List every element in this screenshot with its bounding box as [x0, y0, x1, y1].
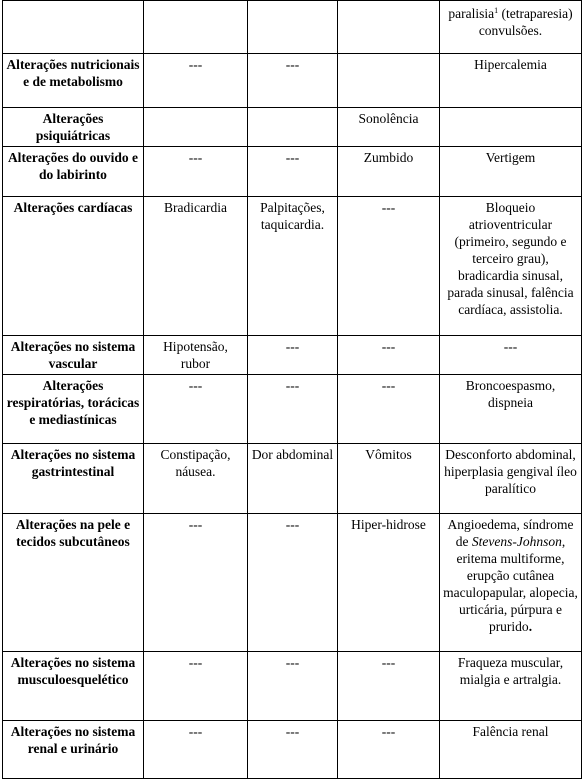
cell-col1: ---	[144, 652, 248, 721]
cell-col3: ---	[338, 375, 440, 444]
cell-col1: ---	[144, 514, 248, 652]
category-cell: Alterações psiquiátricas	[3, 108, 144, 147]
footnote-marker: 1	[494, 6, 499, 15]
category-cell: Alterações no sistema musculoesquelético	[3, 652, 144, 721]
category-cell: Alterações no sistema vascular	[3, 336, 144, 375]
cell-col4	[440, 1, 582, 54]
cell-col2: Palpitações, taquicardia.	[248, 197, 338, 336]
cell-col3: ---	[338, 721, 440, 779]
cell-col4: Vertigem	[440, 147, 582, 197]
cell-col3	[338, 1, 440, 54]
table-row	[3, 652, 582, 721]
cell-col4	[440, 514, 582, 652]
cell-col3: Zumbido	[338, 147, 440, 197]
cell-col3: ---	[338, 197, 440, 336]
category-cell: Alterações do ouvido e do labirinto	[3, 147, 144, 197]
cell-col3: ---	[338, 336, 440, 375]
cell-col3: Vômitos	[338, 444, 440, 514]
table-row	[3, 444, 582, 514]
cell-col1: ---	[144, 375, 248, 444]
cell-col2: ---	[248, 652, 338, 721]
cell-text-italic: Stevens-Johnson	[471, 534, 562, 549]
adverse-reactions-table	[2, 0, 582, 779]
category-cell: Alterações nutricionais e de metabolismo	[3, 54, 144, 108]
table-row	[3, 514, 582, 652]
cell-col1	[144, 1, 248, 54]
cell-col4	[440, 108, 582, 147]
cell-col4: Falência renal	[440, 721, 582, 779]
cell-col2: ---	[248, 336, 338, 375]
table-row	[3, 147, 582, 197]
cell-col2	[248, 1, 338, 54]
cell-col2: ---	[248, 54, 338, 108]
cell-col1: Hipotensão, rubor	[144, 336, 248, 375]
cell-col2: Dor abdominal	[248, 444, 338, 514]
cell-col4: Hipercalemia	[440, 54, 582, 108]
cell-col1	[144, 108, 248, 147]
cell-col4: Desconforto abdominal, hiperplasia gengival íleo paralítico	[440, 444, 582, 514]
cell-col2: ---	[248, 147, 338, 197]
cell-text: Angioedema, síndrome de	[447, 517, 574, 549]
cell-col4: Bloqueio atrioventricular (primeiro, segundo e terceiro grau), bradicardia sinusal, parada sinusal, falência cardíaca, assistolia.	[440, 197, 582, 336]
cell-col1: ---	[144, 54, 248, 108]
category-cell: Alterações no sistema gastrintestinal	[3, 444, 144, 514]
table-row	[3, 197, 582, 336]
cell-col1: ---	[144, 721, 248, 779]
cell-col1: ---	[144, 147, 248, 197]
cell-col3: Sonolência	[338, 108, 440, 147]
table-row	[3, 54, 582, 108]
cell-col1: Bradicardia	[144, 197, 248, 336]
cell-col2	[248, 108, 338, 147]
cell-col1: Constipação, náusea.	[144, 444, 248, 514]
cell-col4: ---	[440, 336, 582, 375]
cell-col2: ---	[248, 375, 338, 444]
cell-text: (tetraparesia) convulsões.	[478, 6, 573, 38]
cell-text: .	[528, 619, 533, 634]
category-cell: Alterações no sistema renal e urinário	[3, 721, 144, 779]
cell-col2: ---	[248, 514, 338, 652]
category-cell	[3, 1, 144, 54]
cell-col3: Hiper-hidrose	[338, 514, 440, 652]
table-row	[3, 721, 582, 779]
table-row	[3, 375, 582, 444]
cell-col4: Fraqueza muscular, mialgia e artralgia.	[440, 652, 582, 721]
category-cell: Alterações na pele e tecidos subcutâneos	[3, 514, 144, 652]
table-row	[3, 108, 582, 147]
category-cell: Alterações cardíacas	[3, 197, 144, 336]
cell-col2: ---	[248, 721, 338, 779]
category-cell: Alterações respiratórias, torácicas e mediastínicas	[3, 375, 144, 444]
table-row	[3, 1, 582, 54]
cell-text: , eritema multiforme, erupção cutânea maculopapular, alopecia, urticária, púrpura e prurido	[443, 534, 578, 634]
cell-text: paralisia	[448, 6, 495, 21]
cell-col3	[338, 54, 440, 108]
table-row	[3, 336, 582, 375]
cell-col4: Broncoespasmo, dispneia	[440, 375, 582, 444]
cell-col3: ---	[338, 652, 440, 721]
